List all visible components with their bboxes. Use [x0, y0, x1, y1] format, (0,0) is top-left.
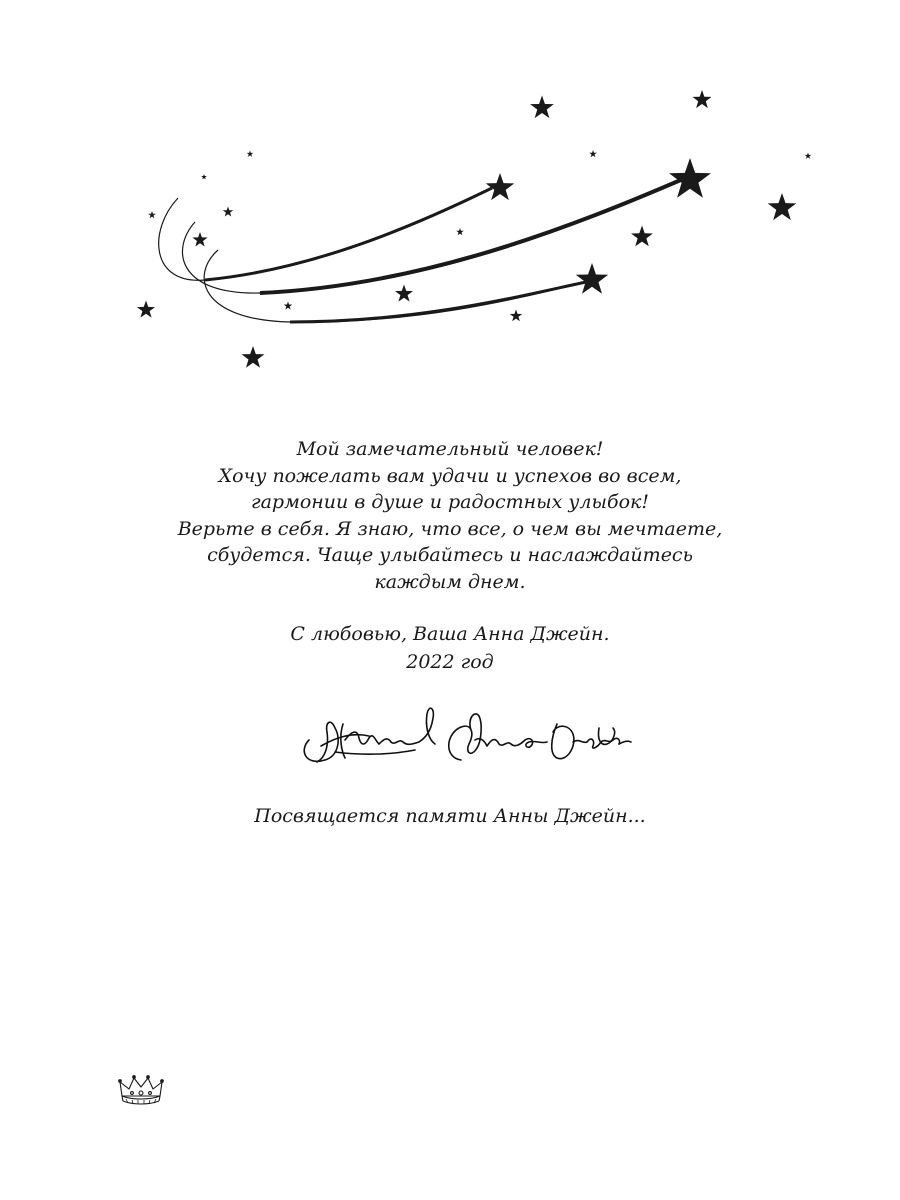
closing-line: С любовью, Ваша Анна Джейн.: [290, 623, 610, 645]
letter-line: сбудется. Чаще улыбайтесь и наслаждайтесь: [207, 544, 693, 566]
letter-body: [0, 436, 900, 595]
crown-icon: [118, 1074, 164, 1108]
letter-line: Хочу пожелать вам удачи и успехов во всем,: [218, 464, 682, 487]
signoff: [0, 620, 900, 676]
signature-image: [295, 688, 635, 776]
letter-line: гармонии в душе и радостных улыбок!: [250, 491, 650, 513]
letter-line: Мой замечательный человек!: [296, 438, 604, 460]
letter-line: Верьте в себя. Я знаю, что все, о чем вы мечтаете,: [177, 517, 723, 540]
shooting-stars-icon: [120, 80, 840, 380]
letter-line: каждым днем.: [374, 570, 526, 593]
year-line: 2022 год: [406, 651, 494, 673]
dedication-text: Посвящается памяти Анны Джейн...: [254, 805, 646, 827]
